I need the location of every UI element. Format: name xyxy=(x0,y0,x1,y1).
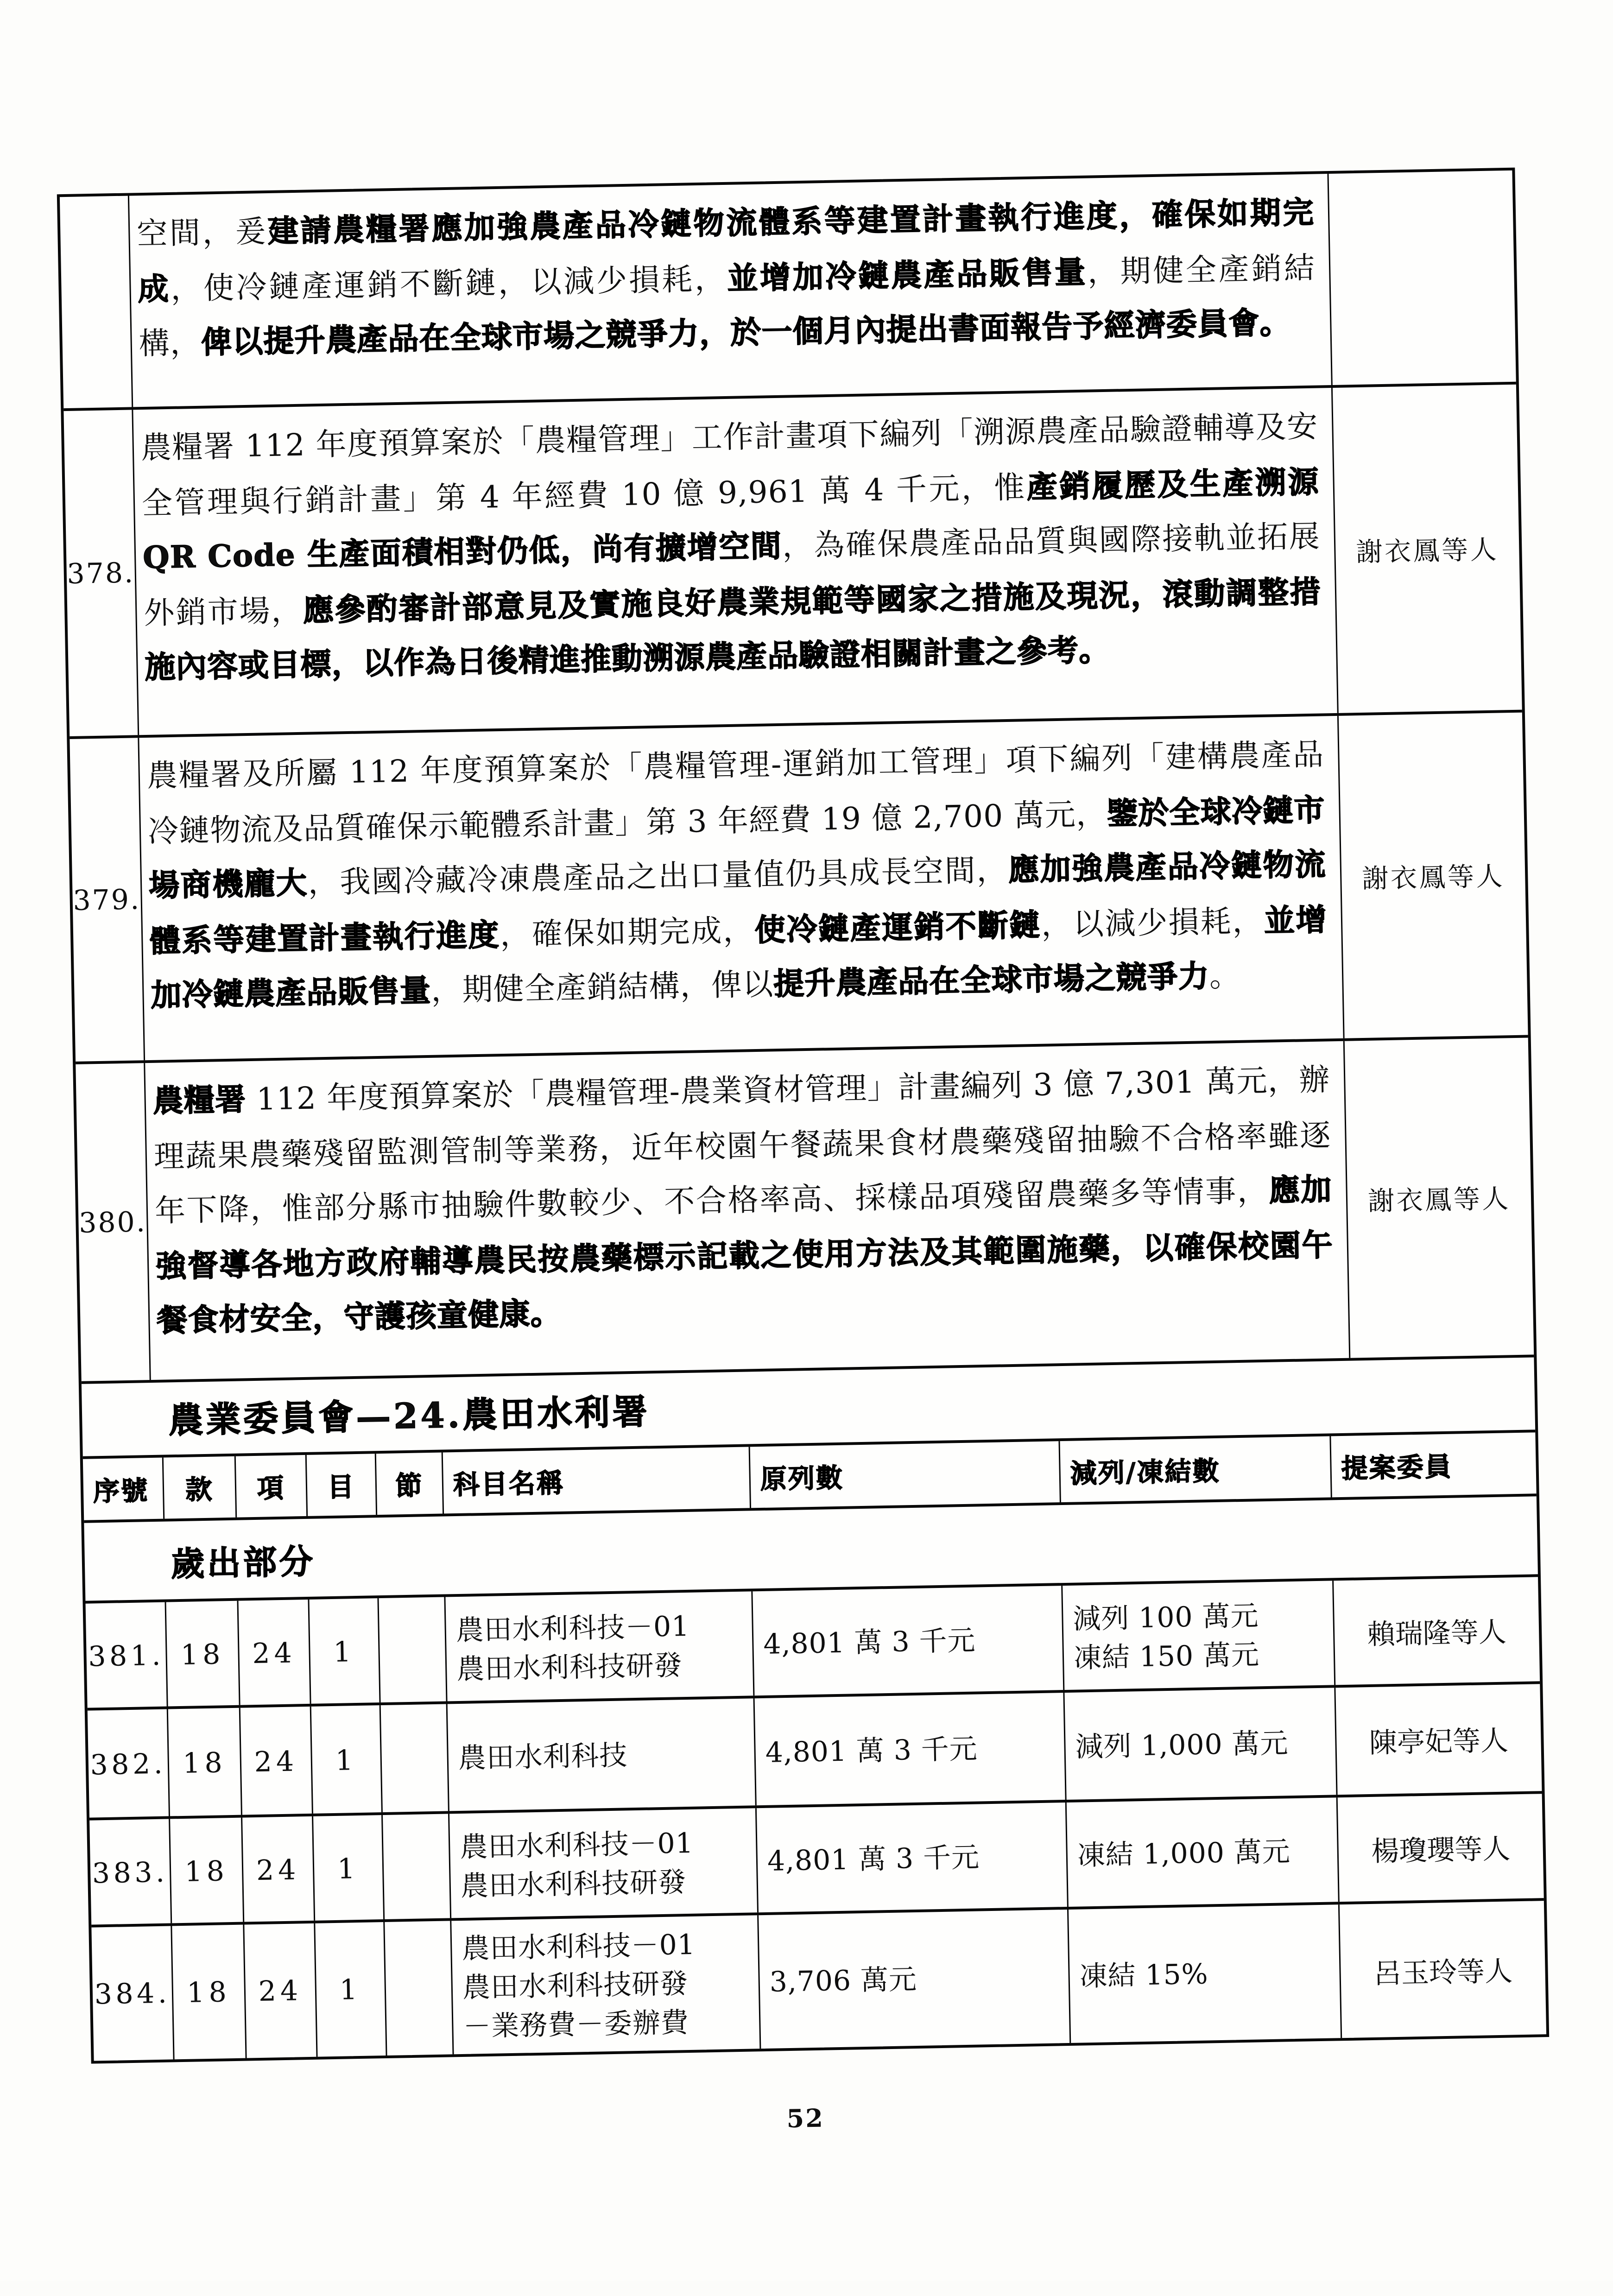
budget-jie xyxy=(381,1704,449,1812)
budget-seq: 381. xyxy=(86,1602,168,1708)
motion-text: 農糧署 112 年度預算案於「農糧管理」工作計畫項下編列「溯源農產品驗證輔導及安全管理與行銷計畫」第 4 年經費 10 億 9,961 萬 4 千元，惟產銷履歷及生產溯源 QR Code 生產面積相對仍低，尚有擴增空間，為確保農產品品質與國際接軌並拓展外銷市場，應參酌審計部意見及實施良好農業規範等國家之措施及現況，滾動調整措施內容或目標，以作為日後精進推動溯源農產品驗證相關計畫之參考。 xyxy=(140,410,1322,687)
budget-seq: 382. xyxy=(88,1709,170,1817)
budget-jie xyxy=(385,1921,454,2056)
page-number: 52 xyxy=(786,2104,825,2135)
proposer: 謝衣鳳等人 xyxy=(1337,713,1528,1038)
budget-subject: 農田水利科技 xyxy=(448,1698,757,1811)
header-cut-amount: 減列/凍結數 xyxy=(1060,1436,1332,1502)
header-proposer: 提案委員 xyxy=(1341,1451,1453,1484)
budget-original-amount: 4,801 萬 3 千元 xyxy=(755,1693,1067,1805)
header-xiang: 項 xyxy=(236,1455,308,1518)
subsection-label: 歲出部分 xyxy=(171,1540,316,1583)
budget-mu: 1 xyxy=(315,1922,387,2057)
budget-proposer: 賴瑞隆等人 xyxy=(1367,1615,1507,1651)
motions-and-budget-table xyxy=(57,168,1549,2064)
budget-xiang: 24 xyxy=(238,1600,311,1705)
budget-cut-amount: 減列 1,000 萬元 xyxy=(1064,1688,1337,1800)
motion-number: 379. xyxy=(70,738,145,1062)
budget-kuan: 18 xyxy=(168,1708,242,1816)
budget-cut-amount: 減列 100 萬元 凍結 150 萬元 xyxy=(1063,1581,1335,1690)
budget-seq: 383. xyxy=(89,1819,172,1924)
motion-row xyxy=(63,382,1522,736)
budget-subject: 農田水利科技－01 農田水利科技研發 xyxy=(449,1808,759,1918)
motion-text-cell xyxy=(133,388,1337,735)
header-subject: 科目名稱 xyxy=(443,1447,751,1513)
motion-text-cell xyxy=(139,716,1343,1060)
header-kuan: 款 xyxy=(164,1456,237,1519)
proposer: 謝衣鳳等人 xyxy=(1331,385,1522,713)
motion-text: 農糧署 112 年度預算案於「農糧管理-農業資材管理」計畫編列 3 億 7,301 萬元，辦理蔬果農藥殘留監測管制等業務，近年校園午餐蔬果食材農藥殘留抽驗不合格率雖逐年下降，惟部分縣市抽驗件數較少、不合格率高、採樣品項殘留農藥多等情事，應加強督導各地方政府輔導農民按農藥標示記載之使用方法及其範圍施藥，以確保校園午餐食材安全，守護孩童健康。 xyxy=(152,1063,1334,1340)
header-original-amount: 原列數 xyxy=(750,1441,1061,1508)
budget-mu: 1 xyxy=(311,1705,383,1814)
budget-kuan: 18 xyxy=(166,1601,240,1707)
header-jie: 節 xyxy=(376,1453,444,1515)
budget-original-amount: 3,706 萬元 xyxy=(759,1910,1071,2049)
motion-number-cell-empty xyxy=(60,196,133,408)
budget-cut-amount: 凍結 1,000 萬元 xyxy=(1067,1797,1340,1907)
budget-original-amount: 4,801 萬 3 千元 xyxy=(757,1803,1069,1912)
budget-jie xyxy=(383,1814,451,1919)
budget-row xyxy=(91,1898,1546,2061)
budget-kuan: 18 xyxy=(170,1818,244,1923)
budget-subject: 農田水利科技－01 農田水利科技研發 xyxy=(445,1591,754,1701)
section-title-text: 農業委員會—24.農田水利署 xyxy=(168,1392,651,1441)
motion-number: 378. xyxy=(63,410,139,736)
budget-proposer: 陳亭妃等人 xyxy=(1369,1723,1509,1759)
motion-row xyxy=(76,1035,1534,1381)
proposer-cell-empty xyxy=(1327,171,1516,385)
budget-subject: 農田水利科技－01 農田水利科技研發 －業務費－委辦費 xyxy=(451,1915,761,2054)
header-mu: 目 xyxy=(307,1454,377,1516)
motion-text-cell xyxy=(129,174,1331,407)
budget-xiang: 24 xyxy=(240,1707,313,1815)
motion-text-cell xyxy=(145,1041,1349,1380)
proposer: 謝衣鳳等人 xyxy=(1343,1037,1534,1358)
budget-mu: 1 xyxy=(313,1815,385,1921)
budget-original-amount: 4,801 萬 3 千元 xyxy=(753,1586,1064,1695)
budget-kuan: 18 xyxy=(172,1925,247,2060)
budget-cut-amount: 凍結 15% xyxy=(1069,1904,1342,2043)
budget-jie xyxy=(379,1597,447,1702)
motion-text: 農糧署及所屬 112 年度預算案於「農糧管理-運銷加工管理」項下編列「建構農產品冷鏈物流及品質確保示範體系計畫」第 3 年經費 19 億 2,700 萬元，鑒於全球冷鏈市場商機龐大，我國冷藏冷凍農產品之出口量值仍具成長空間，應加強農產品冷鏈物流體系等建置計畫執行進度，確保如期完成，使冷鏈產運銷不斷鏈，以減少損耗，並增加冷鏈農產品販售量，期健全產銷結構，俾以提升農產品在全球市場之競爭力。 xyxy=(146,738,1328,1014)
budget-seq: 384. xyxy=(91,1926,174,2061)
motion-row xyxy=(70,710,1528,1062)
budget-xiang: 24 xyxy=(242,1816,315,1922)
budget-proposer: 呂玉玲等人 xyxy=(1373,1953,1513,1990)
motion-row-continuation xyxy=(60,171,1516,408)
budget-proposer: 楊瓊瓔等人 xyxy=(1371,1832,1511,1868)
motion-text: 空間，爰建請農糧署應加強農產品冷鏈物流體系等建置計畫執行進度，確保如期完成，使冷鏈產運銷不斷鏈，以減少損耗，並增加冷鏈農產品販售量，期健全產銷結構，俾以提升農產品在全球市場之競爭力，於一個月內提出書面報告予經濟委員會。 xyxy=(136,195,1316,363)
motion-number: 380. xyxy=(76,1063,151,1381)
budget-mu: 1 xyxy=(309,1598,380,1704)
budget-xiang: 24 xyxy=(244,1923,317,2058)
header-seq: 序號 xyxy=(83,1458,164,1520)
